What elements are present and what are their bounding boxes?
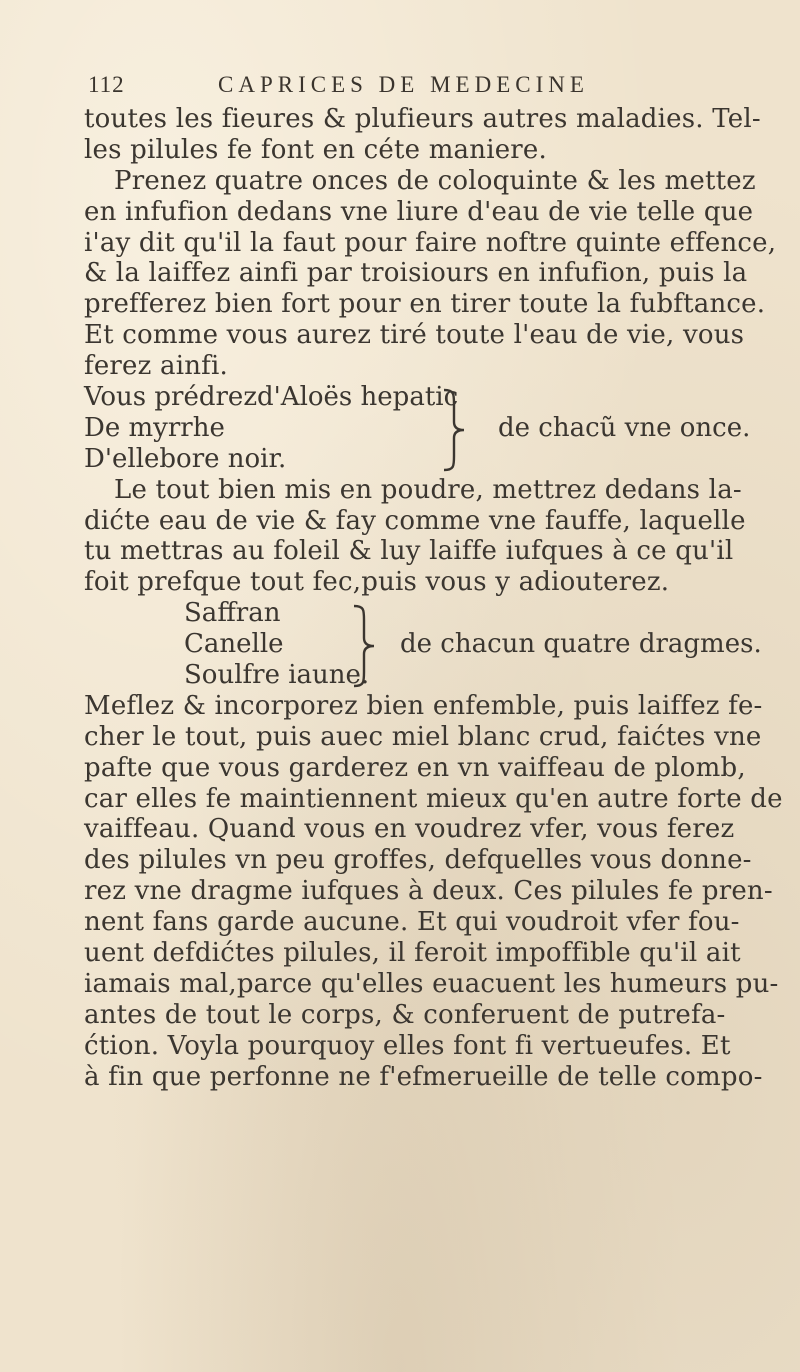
- ingredient-item: Saffran: [184, 598, 281, 629]
- text-line: vaiffeau. Quand vous en voudrez vfer, vous ferez: [84, 814, 735, 845]
- ingredient-item: Vous prédrezd'Aloës hepatic: [84, 382, 459, 413]
- running-title: CAPRICES DE MEDECINE: [218, 72, 589, 97]
- text-line: tu mettras au foleil & luy laiffe iufques à ce qu'il: [84, 536, 734, 567]
- text-line: des pilules vn peu groffes, defquelles vous donne-: [84, 845, 752, 876]
- text-line: iamais mal,parce qu'elles euacuent les humeurs pu-: [84, 968, 779, 999]
- text-line: à fin que perfonne ne f'efmerueille de telle compo-: [84, 1061, 763, 1092]
- text-line: dićte eau de vie & fay comme vne fauffe, laquelle: [84, 505, 746, 536]
- text-line: Prenez quatre onces de coloquinte & les mettez: [114, 165, 756, 196]
- text-line: i'ay dit qu'il la faut pour faire noftre quinte effence,: [84, 227, 777, 258]
- paragraph-4: [84, 690, 783, 1093]
- text-line: cher le tout, puis auec miel blanc crud, faićtes vne: [84, 721, 762, 752]
- text-line: Le tout bien mis en poudre, mettrez dedans la-: [114, 474, 742, 505]
- text-line: car elles fe maintiennent mieux qu'en autre forte de: [84, 783, 783, 814]
- paragraph-3: [84, 475, 774, 599]
- running-head: [88, 72, 728, 106]
- text-line: & la laiffez ainfi par troisiours en infufion, puis la: [84, 258, 748, 289]
- text-block: [84, 104, 783, 1093]
- text-line: foit prefque tout fec,puis vous y adiouterez.: [84, 567, 670, 598]
- page-number: 112: [88, 72, 125, 97]
- dose-note: de chacũ vne once.: [498, 412, 751, 443]
- text-line: Et comme vous aurez tiré toute l'eau de vie, vous: [84, 320, 745, 351]
- text-line: les pilules fe font en céte maniere.: [84, 134, 547, 165]
- paragraph-2: [84, 165, 777, 382]
- ingredient-list-2: [84, 598, 774, 691]
- text-line: ćtion. Voyla pourquoy elles font fi vertueufes. Et: [84, 1030, 731, 1061]
- ingredient-item: De myrrhe: [84, 412, 225, 443]
- ingredient-list-1: [84, 382, 774, 475]
- text-line: ferez ainfi.: [84, 351, 228, 382]
- curly-brace-icon: [350, 604, 378, 688]
- paragraph-1: [84, 104, 774, 166]
- text-line: nent fans garde aucune. Et qui voudroit vfer fou-: [84, 907, 740, 938]
- text-line: Meflez & incorporez bien enfemble, puis laiffez fe-: [84, 690, 763, 721]
- curly-brace-icon: [440, 388, 468, 472]
- ingredient-item: D'ellebore noir.: [84, 443, 287, 474]
- ingredient-item: Soulfre iaune.: [184, 660, 370, 691]
- text-line: rez vne dragme iufques à deux. Ces pilules fe pren-: [84, 876, 773, 907]
- dose-note: de chacun quatre dragmes.: [400, 629, 762, 660]
- ingredient-item: Canelle: [184, 629, 284, 660]
- text-line: pafte que vous garderez en vn vaiffeau de plomb,: [84, 752, 746, 783]
- text-line: antes de tout le corps, & conferuent de putrefa-: [84, 999, 726, 1030]
- text-line: toutes les fieures & plufieurs autres maladies. Tel-: [84, 104, 761, 134]
- text-line: en infufion dedans vne liure d'eau de vie telle que: [84, 196, 754, 227]
- text-line: uent defdićtes pilules, il feroit impoffible qu'il ait: [84, 938, 741, 969]
- text-line: prefferez bien fort pour en tirer toute la fubftance.: [84, 289, 766, 320]
